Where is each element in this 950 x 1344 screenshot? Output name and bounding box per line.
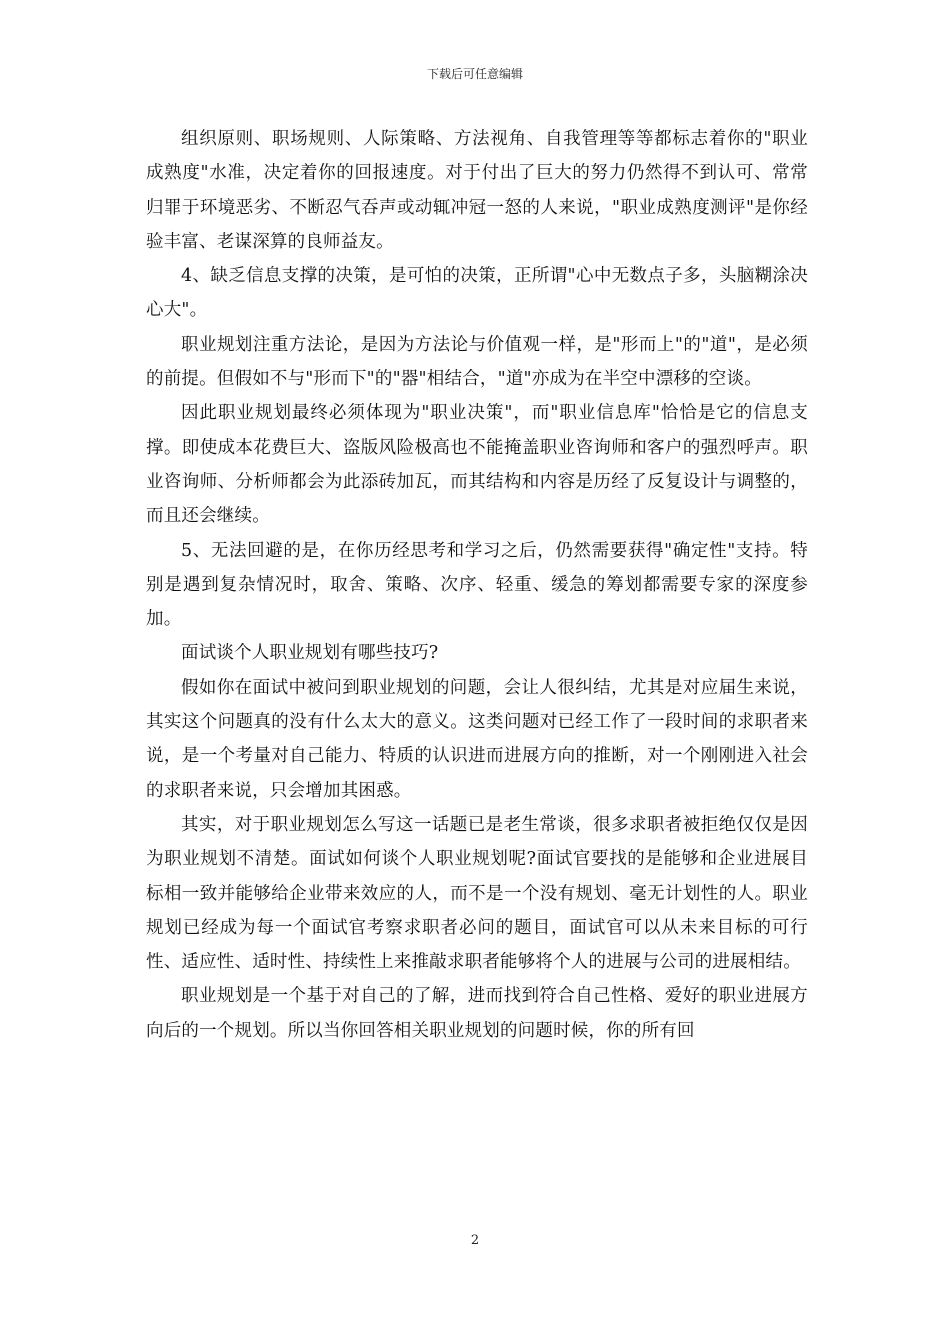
paragraph: 因此职业规划最终必须体现为"职业决策"，而"职业信息库"恰恰是它的信息支撑。即使成本花费巨大、盗版风险极高也不能掩盖职业咨询师和客户的强烈呼声。职业咨询师、分析师都会为此添砖加瓦，而其结构和内容是历经了反复设计与调整的，而且还会继续。 [146, 403, 808, 527]
paragraph: 4、缺乏信息支撑的决策，是可怕的决策，正所谓"心中无数点子多，头脑糊涂决心大"。 [146, 266, 808, 321]
paragraph: 职业规划注重方法论，是因为方法论与价值观一样，是"形而上"的"道"，是必须的前提。但假如不与"形而下"的"器"相结合，"道"亦成为在半空中漂移的空谈。 [146, 334, 808, 390]
paragraph: 假如你在面试中被问到职业规划的问题，会让人很纠结，尤其是对应届生来说，其实这个问题真的没有什么太大的意义。这类问题对已经工作了一段时间的求职者来说，是一个考量对自己能力、特质的认识进而进展方向的推断，对一个刚刚进入社会的求职者来说，只会增加其困惑。 [146, 677, 808, 801]
paragraph: 职业规划是一个基于对自己的了解，进而找到符合自己性格、爱好的职业进展方向后的一个规划。所以当你回答相关职业规划的问题时候，你的所有回 [146, 986, 808, 1041]
document-body [146, 122, 808, 1048]
paragraph: 其实，对于职业规划怎么写这一话题已是老生常谈，很多求职者被拒绝仅仅是因为职业规划不清楚。面试如何谈个人职业规划呢?面试官要找的是能够和企业进展目标相一致并能够给企业带来效应的人，而不是一个没有规划、毫无计划性的人。职业规划已经成为每一个面试官考察求职者必问的题目，面试官可以从未来目标的可行性、适应性、适时性、持续性上来推敲求职者能够将个人的进展与公司的进展相结。 [146, 814, 808, 973]
paragraph: 组织原则、职场规则、人际策略、方法视角、自我管理等等都标志着你的"职业成熟度"水准，决定着你的回报速度。对于付出了巨大的努力仍然得不到认可、常常归罪于环境恶劣、不断忍气吞声或动辄冲冠一怒的人来说，"职业成熟度测评"是你经验丰富、老谋深算的良师益友。 [146, 129, 808, 252]
page-number: 2 [470, 1233, 480, 1248]
paragraph: 5、无法回避的是，在你历经思考和学习之后，仍然需要获得"确定性"支持。特别是遇到复杂情况时，取舍、策略、次序、轻重、缓急的筹划都需要专家的深度参加。 [146, 540, 808, 630]
section-heading: 面试谈个人职业规划有哪些技巧? [181, 643, 439, 664]
page-header: 下载后可任意编辑 [426, 67, 523, 81]
